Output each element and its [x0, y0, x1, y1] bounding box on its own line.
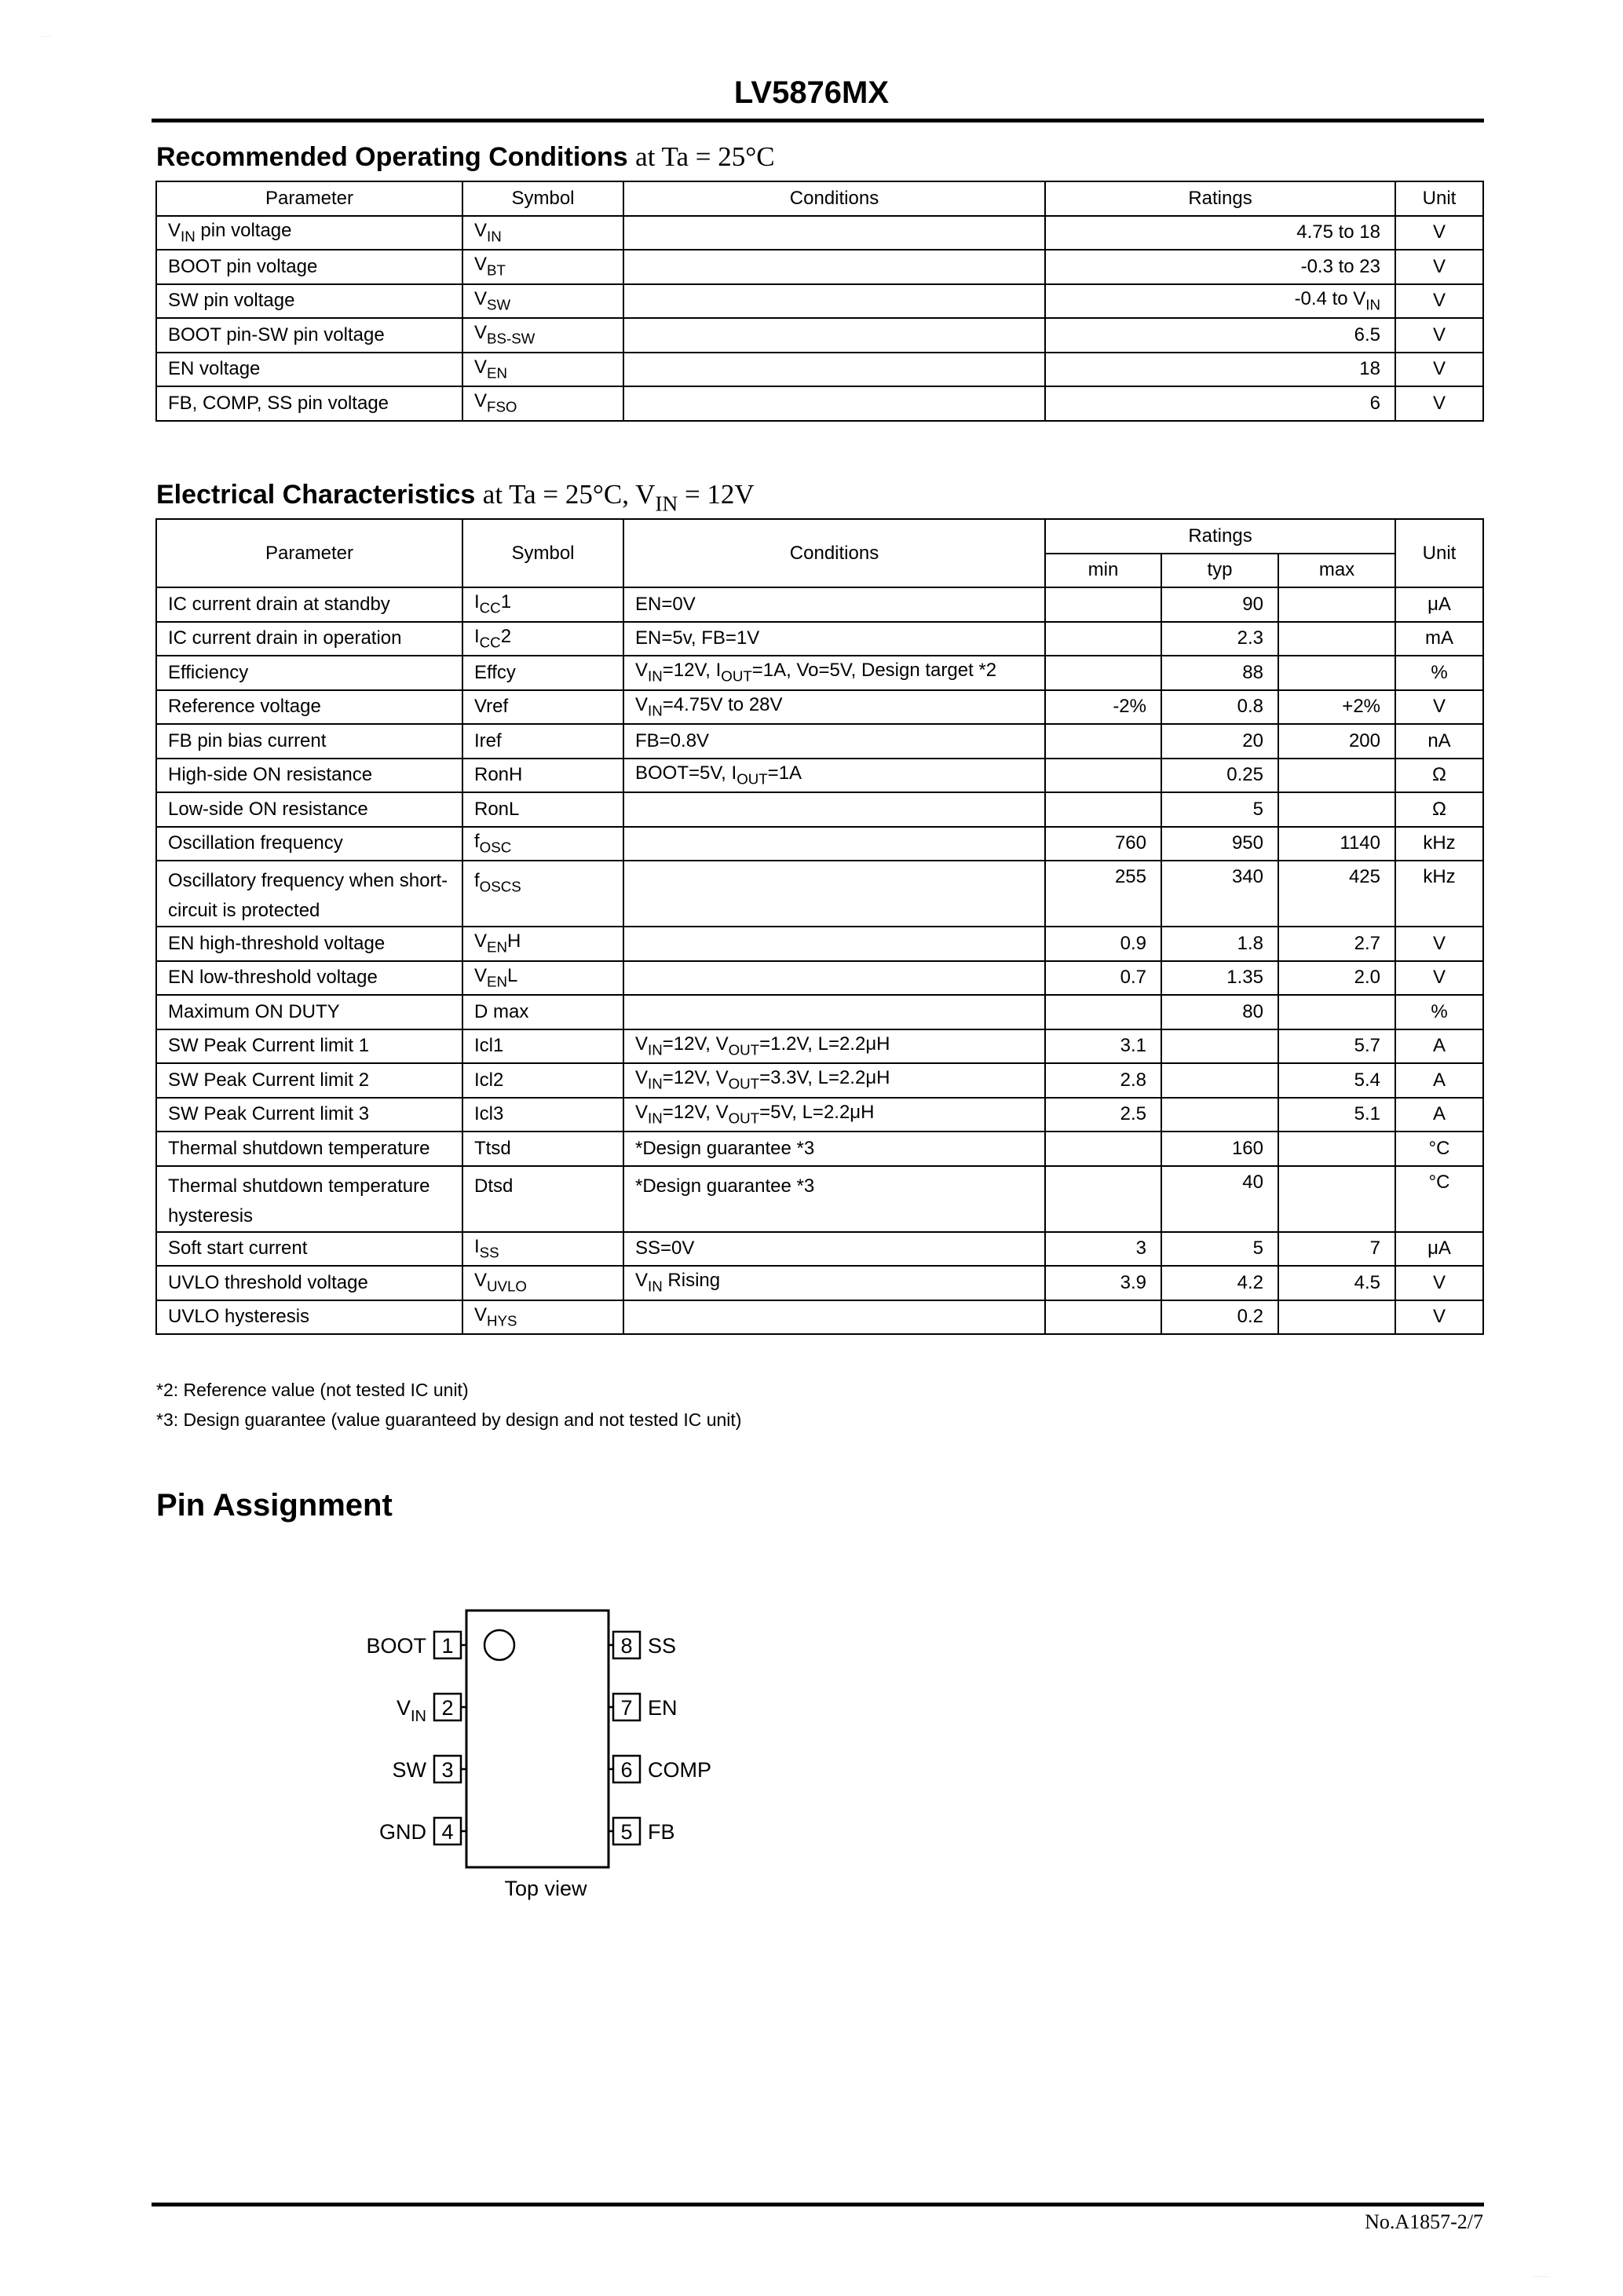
pin-name-right: COMP [648, 1758, 711, 1782]
min-cell: 760 [1045, 827, 1161, 861]
unit-cell: A [1395, 1063, 1483, 1098]
parameter-text: BOOT pin-SW pin voltage [168, 324, 385, 345]
parameter-text: FB, COMP, SS pin voltage [168, 392, 389, 414]
pin-number: 6 [620, 1758, 633, 1782]
typ-cell: 1.8 [1161, 927, 1278, 961]
parameter-cell: UVLO threshold voltage [156, 1266, 462, 1300]
max-cell: 5.1 [1278, 1098, 1395, 1132]
symbol-text: V [474, 287, 488, 309]
parameter-cell: Maximum ON DUTY [156, 995, 462, 1029]
rating-text: 6.5 [1354, 324, 1380, 345]
col-header-ratings: Ratings [1045, 181, 1395, 216]
unit-cell: V [1395, 1266, 1483, 1300]
parameter-sub: IN [181, 228, 196, 245]
unit-cell: V [1395, 318, 1483, 353]
parameter-cell: SW Peak Current limit 2 [156, 1063, 462, 1098]
ec-header-parameter: Parameter [156, 519, 462, 587]
pin-name-sub: IN [411, 1708, 426, 1725]
conditions-text: V [635, 1101, 649, 1123]
footer-rule [152, 2203, 1484, 2206]
unit-cell: °C [1395, 1132, 1483, 1166]
symbol-text: RonL [474, 798, 520, 820]
electrical-conditions-post: = 12V [678, 479, 755, 510]
rating-text: 18 [1359, 358, 1380, 380]
conditions-text: =12V, V [662, 1033, 729, 1055]
symbol-text: Dtsd [474, 1175, 514, 1197]
max-cell: 2.7 [1278, 927, 1395, 961]
top-view-label: Top view [504, 1877, 587, 1900]
parameter-cell: Oscillation frequency [156, 827, 462, 861]
pin-name-right: FB [648, 1820, 675, 1844]
symbol-text: D max [474, 1000, 529, 1022]
unit-cell: V [1395, 386, 1483, 421]
pin-name-left [393, 1758, 427, 1782]
ec-header-typ: typ [1161, 554, 1278, 588]
symbol-text: V [474, 930, 488, 952]
typ-cell: 80 [1161, 995, 1278, 1029]
symbol-sub: SW [487, 296, 511, 313]
conditions-sub: IN [648, 1278, 663, 1296]
symbol-text: f [474, 830, 480, 852]
unit-cell: V [1395, 284, 1483, 319]
parameter-cell: IC current drain in operation [156, 622, 462, 656]
min-cell: 3.9 [1045, 1266, 1161, 1300]
pin-name-left [366, 1634, 426, 1658]
ec-header-symbol: Symbol [462, 519, 623, 587]
typ-cell: 1.35 [1161, 961, 1278, 996]
conditions-sub: OUT [737, 770, 768, 788]
symbol-post: 2 [500, 625, 512, 647]
rating-text: 4.75 to 18 [1296, 221, 1380, 243]
min-cell: 2.8 [1045, 1063, 1161, 1098]
rating-text: -0.3 to 23 [1300, 255, 1380, 277]
symbol-text: Icl1 [474, 1035, 504, 1057]
conditions-text: SS=0V [635, 1238, 695, 1260]
pin-name-text: BOOT [366, 1634, 426, 1658]
parameter-cell: Thermal shutdown temperature hysteresis [156, 1166, 462, 1232]
conditions-sub: IN [648, 1041, 663, 1058]
unit-cell: % [1395, 656, 1483, 690]
symbol-sub: SS [479, 1244, 499, 1261]
typ-cell: 20 [1161, 724, 1278, 759]
symbol-text: Iref [474, 729, 502, 751]
symbol-text: Ttsd [474, 1137, 511, 1159]
symbol-post: L [507, 964, 518, 986]
unit-cell: V [1395, 1300, 1483, 1335]
pin-number: 8 [620, 1634, 633, 1658]
parameter-cell: IC current drain at standby [156, 587, 462, 622]
footnote-2: *2: Reference value (not tested IC unit) [156, 1380, 469, 1400]
unit-cell: °C [1395, 1166, 1483, 1232]
conditions-text: EN=5v, FB=1V [635, 627, 760, 649]
max-cell: 200 [1278, 724, 1395, 759]
symbol-text: I [474, 625, 480, 647]
conditions-text: FB=0.8V [635, 729, 710, 751]
conditions-text: V [635, 693, 649, 715]
symbol-sub: EN [487, 973, 507, 990]
parameter-cell: Soft start current [156, 1232, 462, 1267]
recommended-title-text: Recommended Operating Conditions [156, 142, 628, 172]
unit-cell: Ω [1395, 759, 1483, 793]
symbol-text: RonH [474, 764, 523, 786]
ic-package-outline [466, 1610, 609, 1867]
symbol-text: I [474, 1235, 480, 1257]
conditions-text: =12V, V [662, 1101, 729, 1123]
typ-cell: 40 [1161, 1166, 1278, 1232]
col-header-parameter: Parameter [156, 181, 462, 216]
unit-cell: mA [1395, 622, 1483, 656]
parameter-cell: EN high-threshold voltage [156, 927, 462, 961]
unit-cell: V [1395, 250, 1483, 284]
symbol-sub: OSCS [479, 878, 521, 895]
conditions-text: =4.75V to 28V [662, 693, 783, 715]
typ-cell: 4.2 [1161, 1266, 1278, 1300]
rating-sub: IN [1365, 296, 1380, 313]
parameter-cell: Reference voltage [156, 690, 462, 725]
unit-cell: kHz [1395, 861, 1483, 927]
parameter-cell: Oscillatory frequency when short-circuit is protected [156, 861, 462, 927]
scan-artifact: ········· [1531, 2273, 1550, 2280]
ec-header-conditions: Conditions [623, 519, 1045, 587]
max-cell: 5.7 [1278, 1029, 1395, 1064]
symbol-sub: CC [479, 634, 501, 651]
ec-header-max: max [1278, 554, 1395, 588]
pin-name-text: GND [379, 1820, 426, 1844]
conditions-sub: IN [648, 1076, 663, 1093]
parameter-text: EN voltage [168, 358, 261, 380]
unit-cell: nA [1395, 724, 1483, 759]
max-cell: 5.4 [1278, 1063, 1395, 1098]
symbol-text: Vref [474, 696, 509, 718]
conditions-text: =1A, Vo=5V, Design target *2 [751, 660, 997, 682]
parameter-cell: SW Peak Current limit 1 [156, 1029, 462, 1064]
max-cell: 1140 [1278, 827, 1395, 861]
conditions-text: V [635, 1270, 649, 1292]
max-cell: 7 [1278, 1232, 1395, 1267]
conditions-sub: OUT [728, 1076, 760, 1093]
symbol-sub: FSO [487, 399, 517, 416]
conditions-sub: IN [648, 702, 663, 719]
symbol-sub: OSC [479, 839, 512, 856]
typ-cell: 0.25 [1161, 759, 1278, 793]
conditions-text: EN=0V [635, 593, 696, 615]
conditions-sub: OUT [721, 668, 752, 686]
symbol-sub: HYS [487, 1312, 517, 1329]
pin-name-right: SS [648, 1634, 677, 1658]
symbol-sub: IN [487, 228, 502, 245]
parameter-cell: Low-side ON resistance [156, 792, 462, 827]
min-cell: 3.1 [1045, 1029, 1161, 1064]
unit-cell: % [1395, 995, 1483, 1029]
symbol-sub: CC [479, 600, 501, 617]
unit-cell: V [1395, 216, 1483, 250]
pin-group [366, 1632, 711, 1844]
symbol-text: f [474, 870, 480, 891]
rating-text: 6 [1369, 392, 1380, 414]
parameter-text: BOOT pin voltage [168, 255, 318, 277]
conditions-sub: IN [648, 1110, 663, 1127]
min-cell: 0.7 [1045, 961, 1161, 996]
unit-cell: A [1395, 1098, 1483, 1132]
parameter-cell: High-side ON resistance [156, 759, 462, 793]
max-cell: +2% [1278, 690, 1395, 725]
ec-header-min: min [1045, 554, 1161, 588]
typ-cell: 2.3 [1161, 622, 1278, 656]
max-cell: 2.0 [1278, 961, 1395, 996]
conditions-text: =5V, L=2.2μH [759, 1101, 875, 1123]
unit-cell: μA [1395, 587, 1483, 622]
parameter-post: pin voltage [195, 219, 292, 241]
max-cell: 425 [1278, 861, 1395, 927]
conditions-text: V [635, 1067, 649, 1089]
electrical-conditions-pre: at Ta = 25°C, V [482, 479, 656, 510]
pin-number: 3 [441, 1758, 454, 1782]
symbol-text: V [474, 356, 488, 378]
pin1-marker-icon [484, 1630, 514, 1660]
unit-cell: V [1395, 690, 1483, 725]
electrical-conditions-sub: IN [655, 492, 678, 516]
ec-header-unit: Unit [1395, 519, 1483, 587]
unit-cell: V [1395, 927, 1483, 961]
conditions-sub: OUT [728, 1041, 760, 1058]
parameter-cell: UVLO hysteresis [156, 1300, 462, 1335]
pin-name-text: V [396, 1696, 411, 1720]
parameter-cell: Efficiency [156, 656, 462, 690]
col-header-unit: Unit [1395, 181, 1483, 216]
rating-text: -0.4 to V [1294, 287, 1366, 309]
unit-cell: Ω [1395, 792, 1483, 827]
conditions-text: *Design guarantee *3 [635, 1137, 815, 1159]
ec-header-ratings: Ratings [1045, 519, 1395, 554]
typ-cell: 950 [1161, 827, 1278, 861]
unit-cell: V [1395, 961, 1483, 996]
pin-name-text: SW [392, 1758, 426, 1782]
typ-cell: 88 [1161, 656, 1278, 690]
typ-cell: 90 [1161, 587, 1278, 622]
min-cell: 0.9 [1045, 927, 1161, 961]
conditions-text: =1A [767, 762, 802, 784]
pin-number: 7 [620, 1696, 633, 1720]
min-cell: 255 [1045, 861, 1161, 927]
conditions-text: Rising [662, 1270, 721, 1292]
unit-cell: μA [1395, 1232, 1483, 1267]
pin-number: 4 [441, 1820, 454, 1844]
pin-number: 5 [620, 1820, 633, 1844]
conditions-text: =12V, I [662, 660, 722, 682]
pin-number: 1 [441, 1634, 454, 1658]
conditions-sub: IN [648, 668, 663, 686]
symbol-text: Icl3 [474, 1103, 504, 1125]
unit-cell: V [1395, 353, 1483, 387]
typ-cell: 5 [1161, 792, 1278, 827]
col-header-symbol: Symbol [462, 181, 623, 216]
min-cell: 3 [1045, 1232, 1161, 1267]
parameter-cell: SW Peak Current limit 3 [156, 1098, 462, 1132]
pin-number: 2 [441, 1696, 454, 1720]
symbol-text: Effcy [474, 661, 516, 683]
recommended-conditions: at Ta = 25°C [635, 141, 775, 172]
min-cell: -2% [1045, 690, 1161, 725]
footnote-3: *3: Design guarantee (value guaranteed by design and not tested IC unit) [156, 1409, 742, 1430]
pin-name-left [397, 1696, 426, 1725]
symbol-text: V [474, 390, 488, 412]
typ-cell: 5 [1161, 1232, 1278, 1267]
conditions-text: *Design guarantee *3 [635, 1175, 815, 1197]
symbol-sub: EN [487, 939, 507, 956]
symbol-text: V [474, 322, 488, 344]
document-title: LV5876MX [733, 75, 890, 110]
typ-cell: 0.2 [1161, 1300, 1278, 1335]
symbol-post: H [507, 930, 521, 952]
conditions-text: =12V, V [662, 1067, 729, 1089]
symbol-text: V [474, 964, 488, 986]
scan-artifact: ····· [41, 33, 52, 40]
conditions-sub: OUT [728, 1110, 760, 1127]
parameter-text: SW pin voltage [168, 290, 295, 312]
electrical-title-text: Electrical Characteristics [156, 480, 476, 510]
parameter-cell: Thermal shutdown temperature [156, 1132, 462, 1166]
pin-name-right: EN [648, 1696, 678, 1720]
pin-assignment-title: Pin Assignment [156, 1488, 393, 1523]
conditions-text: BOOT=5V, I [635, 762, 737, 784]
max-cell: 4.5 [1278, 1266, 1395, 1300]
typ-cell: 160 [1161, 1132, 1278, 1166]
symbol-text: V [474, 1303, 488, 1325]
symbol-sub: BS-SW [487, 331, 536, 348]
conditions-text: =3.3V, L=2.2μH [759, 1067, 890, 1089]
col-header-conditions: Conditions [623, 181, 1045, 216]
conditions-text: V [635, 1033, 649, 1055]
symbol-sub: UVLO [487, 1278, 527, 1296]
parameter-text: V [168, 219, 181, 241]
document-page-id: No.A1857-2/7 [1365, 2210, 1483, 2233]
symbol-text: V [474, 254, 488, 276]
symbol-text: V [474, 219, 488, 241]
min-cell: 2.5 [1045, 1098, 1161, 1132]
unit-cell: kHz [1395, 827, 1483, 861]
symbol-sub: BT [487, 262, 506, 280]
symbol-sub: EN [487, 364, 507, 382]
symbol-text: Icl2 [474, 1069, 504, 1091]
symbol-text: I [474, 591, 480, 613]
symbol-text: V [474, 1270, 488, 1292]
typ-cell: 0.8 [1161, 690, 1278, 725]
pin-name-left [379, 1820, 426, 1844]
conditions-text: V [635, 660, 649, 682]
symbol-post: 1 [500, 591, 512, 613]
conditions-text: =1.2V, L=2.2μH [759, 1033, 890, 1055]
unit-cell: A [1395, 1029, 1483, 1064]
parameter-cell: EN low-threshold voltage [156, 961, 462, 996]
parameter-cell: FB pin bias current [156, 724, 462, 759]
typ-cell: 340 [1161, 861, 1278, 927]
